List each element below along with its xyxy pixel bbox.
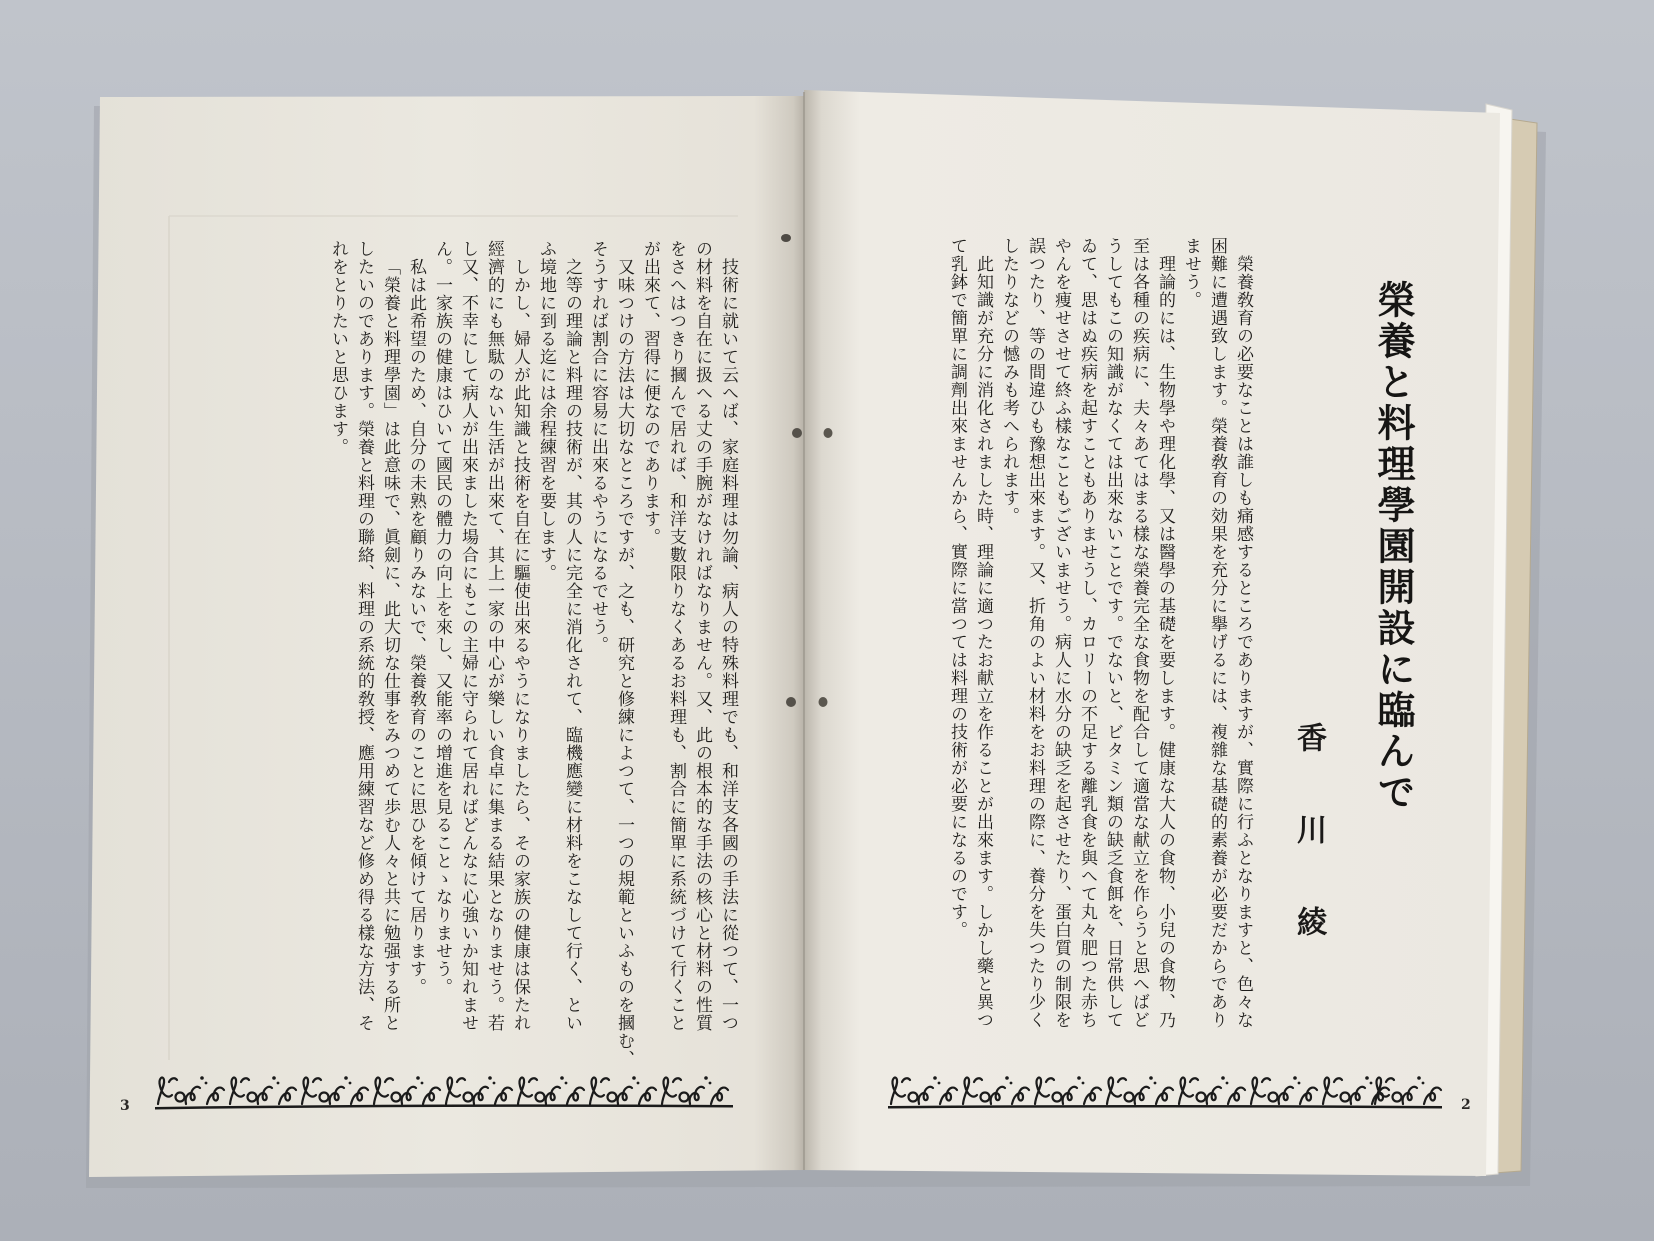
- text-column: 誤つたり、等の間違ひも豫想出來ます。又、折角のよい材料をお料理の際に、養分を失つたり少く: [1025, 237, 1045, 1029]
- ornament-baseline: [888, 1105, 1442, 1109]
- text-column: 之等の理論と料理の技術が、其の人に完全に消化されて、臨機應變に材料をこなして行く、とい: [562, 258, 582, 1032]
- text-column: 此知識が充分に消化されました時、理論に適つたお献立を作ることが出來ます。しかし藥と異つ: [973, 255, 993, 1029]
- text-column: をさへはつきり摑んで居れば、和洋支數限りなくあるお料理も、割合に簡單に系統づけて行くこと: [666, 240, 686, 1032]
- page-number-left: 3: [120, 1098, 130, 1114]
- text-column: 「榮養と料理學園」は此意味で、眞劍に、此大切な仕事をみつめて歩む人々と共に勉强する所と: [380, 258, 400, 1032]
- text-column: 至は各種の疾病に、夫々あてはまる樣な榮養完全な食物を配合して適當な献立を作らうと思へばど: [1129, 237, 1149, 1029]
- text-column: したいのであります。榮養と料理の聯絡、料理の系統的敎授、應用練習など修め得る樣な方法、そ: [354, 240, 374, 1032]
- page-number-right: 2: [1461, 1097, 1471, 1113]
- binding-hole: [786, 697, 796, 707]
- binding-hole: [819, 697, 828, 707]
- text-column: そうすれば割合に容易に出來るやうになるでせう。: [588, 240, 608, 654]
- ornament-motifs: [891, 1076, 1441, 1104]
- text-column: ゐて、思はぬ疾病を起すこともありませうし、カロリーの不足する離乳食を與へて丸々肥つた赤ち: [1077, 237, 1097, 1029]
- text-column: 困難に遭遇致します。榮養敎育の効果を充分に擧げるには、複雜な基礎的素養が必要だからであり: [1207, 237, 1227, 1029]
- text-column: 技術に就いて云へば、家庭料理は勿論、病人の特殊料理でも、和洋支各國の手法に從つて、一つ: [718, 258, 738, 1032]
- author-name: 香川綾: [1291, 722, 1326, 998]
- text-column: うしてもこの知識がなくては出來ないことです。でないと、ビタミン類の缺乏食餌を、日常供して: [1103, 237, 1123, 1029]
- binding-hole: [781, 234, 791, 242]
- text-column: ん。一家族の健康はひいて國民の體力の向上を來し、又能率の增進を見ることゝなりませう。: [432, 240, 452, 996]
- text-column: て乳鉢で簡單に調劑出來ませんから、實際に當つては料理の技術が必要になるのです。: [947, 237, 967, 939]
- text-column: 理論的には、生物學や理化學、又は醫學の基礎を要します。健康な大人の食物、小兒の食物、乃: [1155, 255, 1175, 1029]
- text-column: ませう。: [1181, 237, 1201, 309]
- text-column: 榮養敎育の必要なことは誰しも痛感するところでありますが、實際に行ふとなりますと、色々な: [1233, 255, 1253, 1029]
- decorative-border-right: [888, 1068, 1444, 1114]
- binding-hole: [824, 428, 833, 438]
- text-column: ふ境地に到る迄には余程練習を要します。: [536, 240, 556, 582]
- ornament-motifs: [158, 1076, 728, 1104]
- decorative-border-left: [155, 1068, 735, 1114]
- binding-hole: [792, 428, 802, 438]
- ornament-baseline: [155, 1104, 733, 1109]
- text-column: やんを痩せさせて終ふ樣なこともございませう。病人に水分の缺乏を起させたり、蛋白質の制限を: [1051, 237, 1071, 1029]
- text-column: 私は此希望のため、自分の未熟を顧りみないで、榮養敎育のことに思ひを傾けて居ります。: [406, 258, 426, 996]
- text-column: 經濟的にも無駄のない生活が出來て、其上一家の中心が樂しい食卓に集まる結果となりませう。若: [484, 240, 504, 1032]
- text-column: 又味つけの方法は大切なところですが、之も、研究と修練によつて、一つの規範といふものを摑む、: [614, 258, 634, 1068]
- text-column: の材料を自在に扱へる丈の手腕がなければなりません。又、此の根本的な手法の核心と材料の性質: [692, 240, 712, 1032]
- text-column: し又、不幸にして病人が出來ました場合にもこの主婦に守られて居ればどんなに心強いか知れませ: [458, 240, 478, 1032]
- page-3-body-text: [325, 240, 741, 1068]
- page-2-body-text: [944, 237, 1256, 1037]
- article-title: 榮養と料理學園開設に臨んで: [1371, 280, 1416, 813]
- text-column: したりなどの憾みも考へられます。: [999, 237, 1019, 525]
- text-column: しかし、婦人が此知識と技術を自在に驅使出來るやうになりましたら、その家族の健康は保たれ: [510, 258, 530, 1032]
- text-column: が出來て、習得に便なのであります。: [640, 240, 660, 546]
- text-column: れをとりたいと思ひます。: [328, 240, 348, 456]
